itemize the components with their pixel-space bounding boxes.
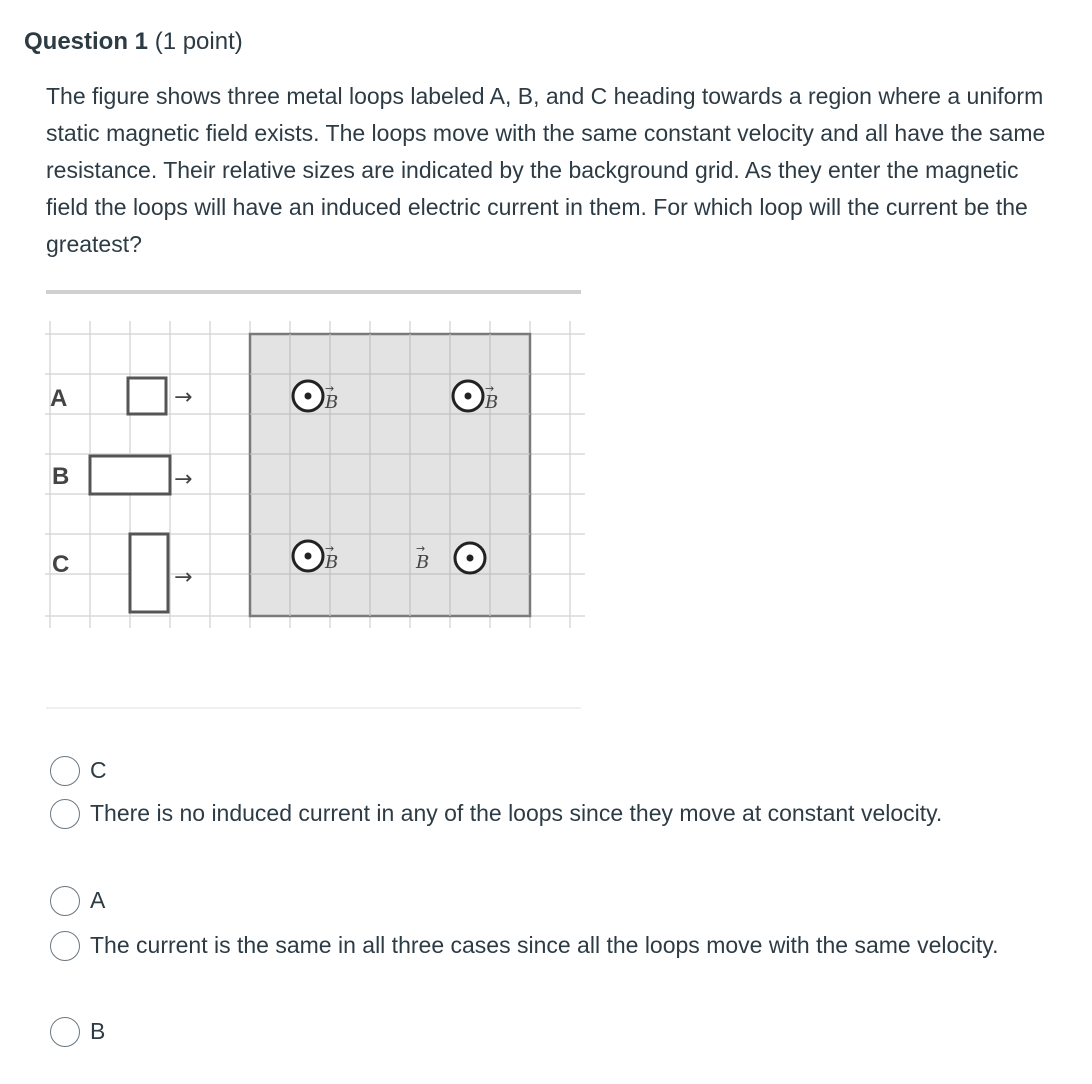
field-symbol-2: B	[485, 392, 499, 413]
question-text	[46, 78, 1046, 263]
radio-button[interactable]	[50, 756, 80, 786]
radio-button[interactable]	[50, 931, 80, 961]
field-out-of-page-icon-3	[293, 541, 323, 571]
figure-top-divider	[46, 290, 581, 294]
answer-option-same-current[interactable]	[50, 927, 1040, 964]
field-symbol-1: B	[325, 392, 339, 413]
loop-a	[128, 378, 166, 414]
radio-button[interactable]	[50, 799, 80, 829]
field-symbol-3: B	[325, 552, 339, 573]
answer-label[interactable]: There is no induced current in any of the loops since they move at constant velocity.	[90, 800, 943, 826]
question-header	[24, 28, 243, 56]
answer-option-a[interactable]	[50, 882, 1040, 919]
answer-label[interactable]: C	[90, 757, 107, 783]
answer-option-c[interactable]	[50, 752, 1040, 789]
loop-label-a: A	[50, 385, 68, 412]
velocity-arrow-b: →	[174, 467, 193, 492]
loop-label-c: C	[52, 551, 70, 578]
svg-text:→: →	[325, 382, 335, 395]
velocity-arrow-c: →	[174, 565, 193, 590]
field-out-of-page-icon-1	[293, 381, 323, 411]
svg-text:→: →	[325, 542, 335, 555]
velocity-arrow-a: →	[174, 385, 193, 410]
radio-button[interactable]	[50, 886, 80, 916]
loop-c	[130, 534, 168, 612]
field-out-of-page-icon-2	[453, 381, 483, 411]
answer-label[interactable]: The current is the same in all three cases since all the loops move with the same velocity.	[90, 932, 999, 958]
svg-text:→: →	[485, 382, 495, 395]
svg-text:→: →	[416, 542, 426, 555]
field-out-of-page-icon-4	[455, 543, 485, 573]
loop-label-b: B	[52, 463, 70, 490]
loop-b	[90, 456, 170, 494]
question-points: (1 point)	[154, 28, 243, 55]
question-body: The figure shows three metal loops labeled A, B, and C heading towards a region where a uniform static magnetic field exists. The loops move with the same constant velocity and all have the same resistance. Their relative sizes are indicated by the background grid. As they enter the magnetic field the loops will have an induced electric current in them. For which loop will the current be the greatest?	[46, 83, 1046, 257]
answer-label[interactable]: A	[90, 887, 106, 913]
figure-bottom-divider	[46, 707, 581, 709]
answer-option-b[interactable]	[50, 1013, 1040, 1050]
magnetic-field-figure	[40, 316, 600, 632]
figure-svg	[40, 316, 600, 632]
field-symbol-4: B	[416, 552, 430, 573]
answer-option-no-current[interactable]	[50, 795, 1040, 832]
question-title: Question 1	[24, 28, 149, 55]
answer-label[interactable]: B	[90, 1018, 106, 1044]
radio-button[interactable]	[50, 1017, 80, 1047]
